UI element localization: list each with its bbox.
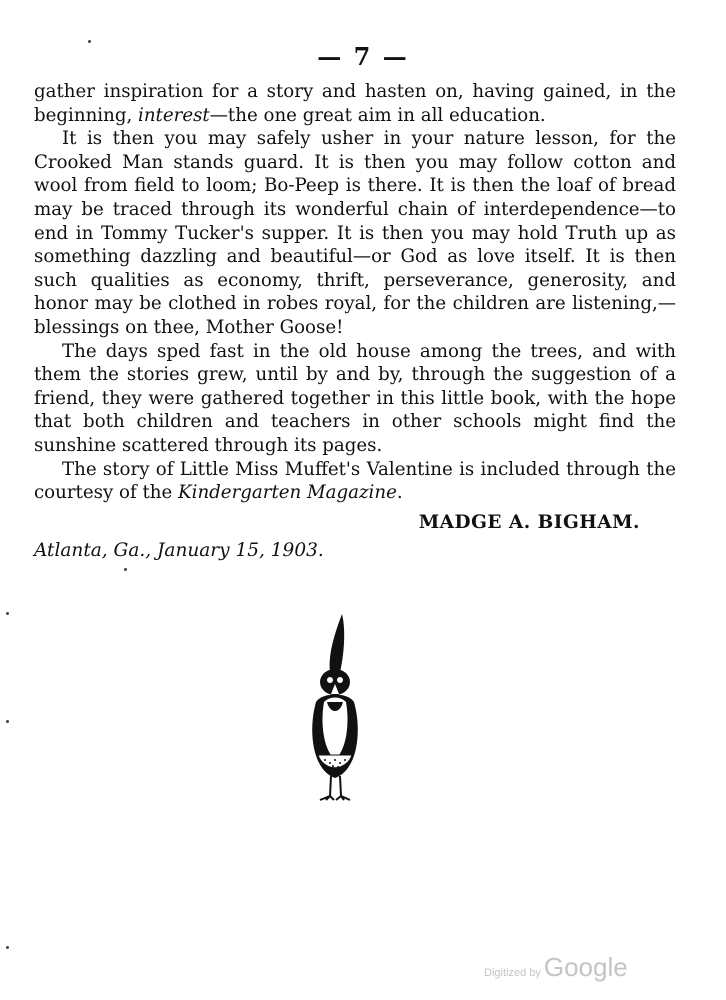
paragraph-1 [34,80,676,127]
digitized-watermark [484,952,628,983]
page-number: — 7 — [317,42,409,71]
dateline: Atlanta, Ga., January 15, 1903. [34,540,324,561]
ink-speck [88,40,91,43]
paragraph-4-start: The story of Little Miss Muffet's Valentine is included through the courtesy of the [34,458,676,504]
paragraph-2: It is then you may safely usher in your nature lesson, for the Crooked Man stands guard. It is then you may follow cotton and wool from field to loom; Bo-Peep is there. It is then the loaf of bread may be traced through its wonderful chain of interdependence—to end in Tommy Tucker's supper. It is then you may hold Truth up as something dazzling and beautiful—or God as love itself. It is then such qualities as economy, thrift, perseverance, generosity, and honor may be clothed in robes royal, for the children are listening,—blessings on thee, Mother Goose! [34,128,676,338]
emphasis-magazine: Kindergarten Magazine [178,482,397,504]
author-signature: MADGE A. BIGHAM. [418,512,640,533]
google-logo: Google [543,952,628,982]
body-text [34,80,676,505]
bird-illustration [300,610,370,805]
digitized-label: Digitized by [484,967,541,979]
paragraph-3: The days sped fast in the old house among the trees, and with them the stories grew, until by and by, through the suggestion of a friend, they were gathered together in this little book, with the hope that both children and teachers in other schools might find the sunshine scattered through its pages. [34,340,676,456]
paragraph-4 [34,458,676,505]
ink-speck [6,612,9,615]
ink-speck [124,568,127,571]
paragraph-1-start: gather inspiration for a story and hasten on, having gained, in the beginning, [34,81,676,126]
ink-speck [6,720,9,723]
emphasis-interest: interest [138,104,210,126]
paragraph-1-end: —the one great aim in all education. [209,104,546,126]
paragraph-4-end: . [396,482,403,504]
ink-speck [6,946,9,949]
